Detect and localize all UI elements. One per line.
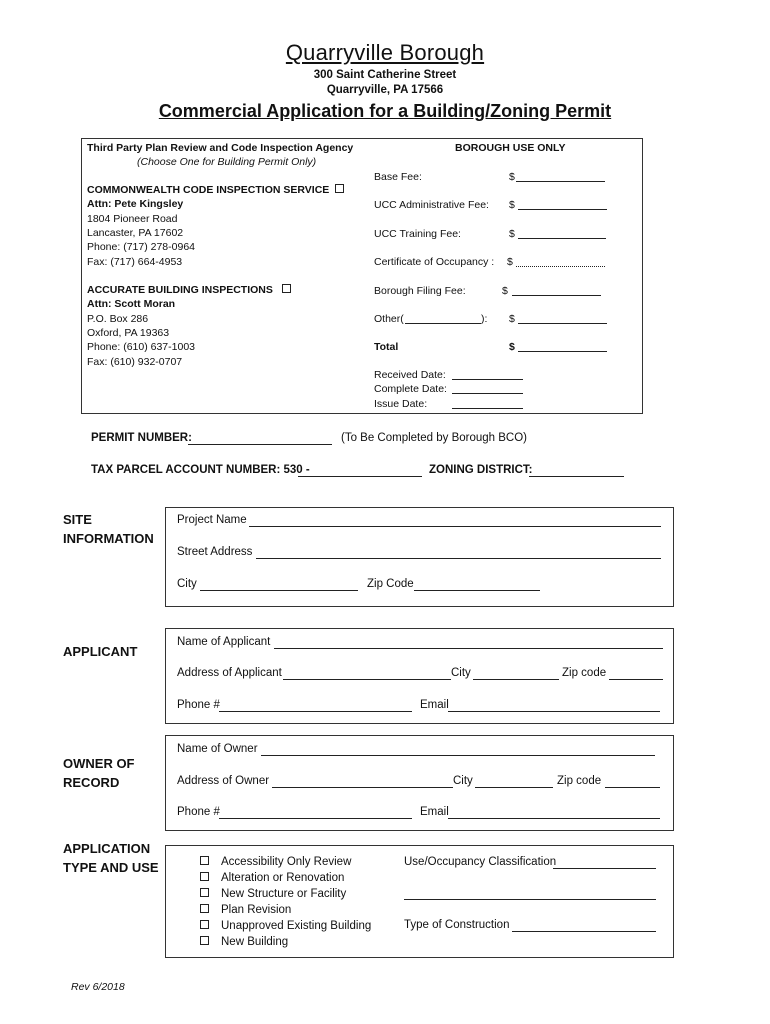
agency-2-city: Oxford, PA 19363 <box>87 327 170 339</box>
agency-1-street: 1804 Pioneer Road <box>87 213 178 225</box>
agency-option-commonwealth[interactable] <box>87 184 344 197</box>
certificate-of-occupancy-currency: $ <box>507 256 513 268</box>
agency-subheading: (Choose One for Building Permit Only) <box>137 156 317 168</box>
applicant-zip-code-field[interactable] <box>609 679 663 680</box>
agency-1-phone: Phone: (717) 278-0964 <box>87 241 195 253</box>
issue-date-label: Issue Date: <box>374 398 428 410</box>
owner-name-field[interactable] <box>261 755 655 756</box>
accessibility-only-review-checkbox[interactable] <box>200 856 209 865</box>
type-of-construction-field[interactable] <box>512 931 656 932</box>
received-date-label: Received Date: <box>374 369 446 381</box>
new-building-checkbox[interactable] <box>200 936 209 945</box>
address-line-2: Quarryville, PA 17566 <box>326 84 444 96</box>
agency-1-city: Lancaster, PA 17602 <box>87 227 184 239</box>
owner-name-label: Name of Owner <box>177 743 258 755</box>
owner-address-label: Address of Owner <box>177 775 270 787</box>
application-type-heading <box>63 839 159 877</box>
borough-filing-fee-field[interactable] <box>512 295 601 296</box>
form-title: Commercial Application for a Building/Zoning Permit <box>158 101 612 121</box>
other-fee-description-field[interactable] <box>405 323 481 324</box>
agency-option-commonwealth-label: COMMONWEALTH CODE INSPECTION SERVICE <box>87 184 330 196</box>
accurate-checkbox[interactable] <box>282 284 291 293</box>
option-label: Plan Revision <box>221 904 292 916</box>
owner-zip-code-label: Zip code <box>557 775 602 787</box>
site-city-field[interactable] <box>200 590 358 591</box>
application-type-heading-line1: APPLICATION <box>63 841 151 856</box>
site-information-heading-line1: SITE <box>63 512 92 527</box>
owner-zip-code-field[interactable] <box>605 787 660 788</box>
new-structure-or-facility-checkbox[interactable] <box>200 888 209 897</box>
borough-filing-fee-label: Borough Filing Fee: <box>374 285 466 297</box>
applicant-email-label: Email <box>420 699 449 711</box>
revision-note: Rev 6/2018 <box>71 981 125 993</box>
certificate-of-occupancy-field[interactable] <box>516 266 605 267</box>
borough-filing-fee-currency: $ <box>502 285 508 297</box>
ucc-admin-fee-currency: $ <box>509 199 515 211</box>
total-label: Total <box>374 341 399 353</box>
base-fee-field[interactable] <box>516 181 605 182</box>
street-address-field[interactable] <box>256 558 661 559</box>
option-label: New Building <box>221 936 289 948</box>
owner-of-record-heading <box>63 754 135 792</box>
ucc-training-fee-label: UCC Training Fee: <box>374 228 461 240</box>
applicant-email-field[interactable] <box>448 711 660 712</box>
owner-of-record-heading-line1: OWNER OF <box>63 756 135 771</box>
owner-address-field[interactable] <box>272 787 453 788</box>
site-zip-code-field[interactable] <box>414 590 540 591</box>
address-line-1: 300 Saint Catherine Street <box>313 69 457 81</box>
ucc-training-fee-currency: $ <box>509 228 515 240</box>
option-new-building[interactable] <box>200 936 288 948</box>
owner-email-field[interactable] <box>448 818 660 819</box>
owner-email-label: Email <box>420 806 449 818</box>
commonwealth-checkbox[interactable] <box>335 184 344 193</box>
option-label: Unapproved Existing Building <box>221 920 372 932</box>
agency-option-accurate-label: ACCURATE BUILDING INSPECTIONS <box>87 284 273 296</box>
received-date-field[interactable] <box>452 379 523 380</box>
alteration-or-renovation-checkbox[interactable] <box>200 872 209 881</box>
option-label: New Structure or Facility <box>221 888 347 900</box>
agency-2-fax: Fax: (610) 932-0707 <box>87 356 183 368</box>
owner-city-label: City <box>453 775 473 787</box>
site-information-heading-line2: INFORMATION <box>63 531 154 546</box>
site-city-label: City <box>177 578 197 590</box>
ucc-admin-fee-label: UCC Administrative Fee: <box>374 199 489 211</box>
applicant-city-field[interactable] <box>473 679 559 680</box>
total-field[interactable] <box>518 351 607 352</box>
permit-number-label: PERMIT NUMBER: <box>91 432 192 444</box>
option-plan-revision[interactable] <box>200 904 291 916</box>
project-name-field[interactable] <box>249 526 661 527</box>
zoning-district-field[interactable] <box>529 476 624 477</box>
applicant-city-label: City <box>451 667 471 679</box>
owner-phone-field[interactable] <box>219 818 412 819</box>
project-name-label: Project Name <box>177 514 247 526</box>
issue-date-field[interactable] <box>452 408 523 409</box>
ucc-admin-fee-field[interactable] <box>518 209 607 210</box>
permit-number-note: (To Be Completed by Borough BCO) <box>341 432 528 444</box>
other-fee-field[interactable] <box>518 323 607 324</box>
application-type-heading-line2: TYPE AND USE <box>63 860 159 875</box>
agency-option-accurate[interactable] <box>87 284 291 297</box>
applicant-heading: APPLICANT <box>63 644 138 659</box>
permit-number-field[interactable] <box>188 444 332 445</box>
option-alteration-or-renovation[interactable] <box>200 872 344 884</box>
agency-box <box>81 138 643 414</box>
use-occupancy-classification-field-line2[interactable] <box>404 899 656 900</box>
agency-2-attn: Attn: Scott Moran <box>87 298 176 310</box>
agency-2-phone: Phone: (610) 637-1003 <box>87 341 195 353</box>
other-fee-currency: $ <box>509 313 515 325</box>
zoning-district-label: ZONING DISTRICT: <box>429 464 533 476</box>
applicant-name-field[interactable] <box>274 648 663 649</box>
tax-parcel-field[interactable] <box>298 476 422 477</box>
page-title: Quarryville Borough <box>285 40 485 65</box>
complete-date-label: Complete Date: <box>374 383 447 395</box>
agency-heading: Third Party Plan Review and Code Inspection Agency <box>87 142 354 154</box>
use-occupancy-classification-field[interactable] <box>553 868 656 869</box>
option-label: Accessibility Only Review <box>221 856 352 868</box>
certificate-of-occupancy-label: Certificate of Occupancy : <box>374 256 495 268</box>
ucc-training-fee-field[interactable] <box>518 238 606 239</box>
use-occupancy-classification-label: Use/Occupancy Classification <box>404 856 557 868</box>
site-information-heading <box>63 510 154 548</box>
option-unapproved-existing-building[interactable] <box>200 920 371 932</box>
option-new-structure-or-facility[interactable] <box>200 888 346 900</box>
base-fee-label: Base Fee: <box>374 171 422 183</box>
plan-revision-checkbox[interactable] <box>200 904 209 913</box>
applicant-name-label: Name of Applicant <box>177 636 271 648</box>
applicant-address-label: Address of Applicant <box>177 667 282 679</box>
tax-parcel-label: TAX PARCEL ACCOUNT NUMBER: 530 - <box>91 464 310 476</box>
owner-city-field[interactable] <box>475 787 553 788</box>
owner-of-record-heading-line2: RECORD <box>63 775 120 790</box>
owner-phone-label: Phone # <box>177 806 220 818</box>
other-fee-label: Other( <box>374 313 404 325</box>
agency-1-fax: Fax: (717) 664-4953 <box>87 256 183 268</box>
agency-1-attn: Attn: Pete Kingsley <box>87 198 184 210</box>
site-zip-code-label: Zip Code <box>367 578 414 590</box>
borough-use-heading: BOROUGH USE ONLY <box>455 142 566 154</box>
complete-date-field[interactable] <box>452 393 523 394</box>
applicant-phone-label: Phone # <box>177 699 220 711</box>
option-accessibility-only-review[interactable] <box>200 856 351 868</box>
option-label: Alteration or Renovation <box>221 872 345 884</box>
agency-2-street: P.O. Box 286 <box>87 313 149 325</box>
street-address-label: Street Address <box>177 546 253 558</box>
base-fee-currency: $ <box>509 171 515 183</box>
other-fee-label-close: ): <box>481 313 488 325</box>
applicant-zip-code-label: Zip code <box>562 667 607 679</box>
applicant-address-field[interactable] <box>283 679 451 680</box>
unapproved-existing-building-checkbox[interactable] <box>200 920 209 929</box>
total-currency: $ <box>509 341 515 353</box>
applicant-phone-field[interactable] <box>219 711 412 712</box>
type-of-construction-label: Type of Construction <box>404 919 510 931</box>
